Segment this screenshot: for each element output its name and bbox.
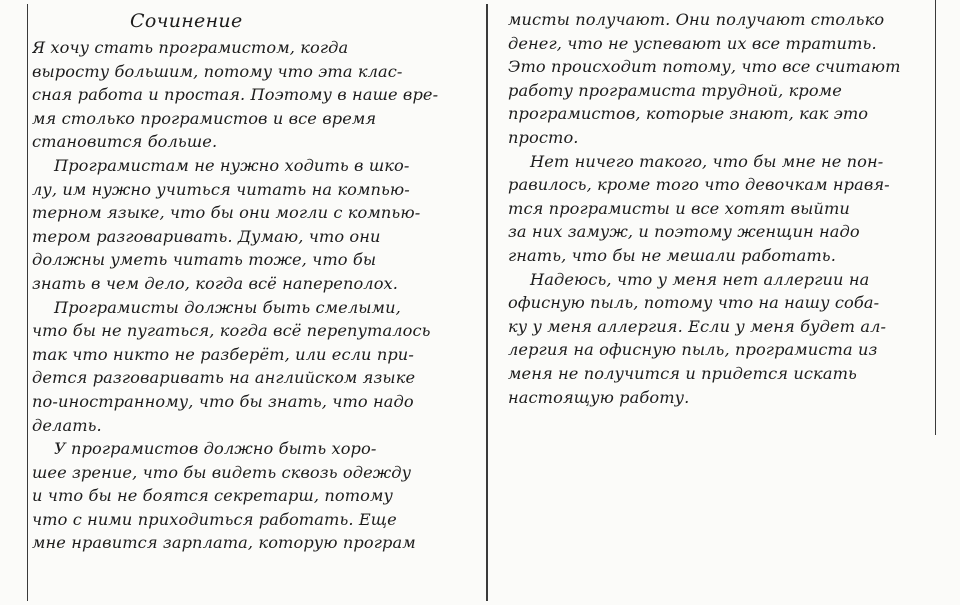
essay-line: за них замуж, и поэтому женщин надо [508,222,860,242]
essay-line: работу програмиста трудной, кроме [508,80,842,100]
essay-line: равилось, кроме того что девочкам нравя- [508,175,890,195]
essay-line: по-иностранному, что бы знать, что надо [32,391,414,411]
right-margin-rule [935,0,936,435]
essay-line: мне нравится зарплата, которую програм [32,533,416,553]
essay-line: что с ними приходиться работать. Еще [32,509,397,529]
essay-line: програмистов, которые знают, как это [508,104,869,124]
essay-line: У програмистов должно быть хоро- [54,439,377,459]
essay-line: денег, что не успевают их все тратить. [508,33,877,53]
essay-line: Надеюсь, что у меня нет аллергии на [530,269,870,289]
essay-line: гнать, что бы не мешали работать. [508,245,836,265]
essay-line: Нет ничего такого, что бы мне не пон- [530,151,884,171]
essay-line: лергия на офисную пыль, програмиста из [508,340,878,360]
essay-line: ку у меня аллергия. Если у меня будет ал- [508,316,887,336]
left-column [26,0,452,605]
essay-line: офисную пыль, потому что на нашу соба- [508,293,880,313]
essay-line: Програмистам не нужно ходить в шко- [54,155,410,175]
essay-line: и что бы не боятся секретарш, потому [32,486,394,506]
column-divider-rule [486,4,488,601]
essay-line: делать. [32,415,102,435]
essay-line: Я хочу стать програмистом, когда [32,38,349,57]
essay-line: лу, им нужно учиться читать на компью- [32,179,410,199]
essay-title: Сочинение [130,10,243,32]
right-column [502,0,934,605]
essay-line: Это происходит потому, что все считают [508,57,901,77]
essay-line: выросту большим, потому что эта клас- [32,61,403,81]
essay-line: дется разговаривать на английском языке [32,368,416,388]
essay-line: знать в чем дело, когда всё напереполох. [32,273,399,293]
essay-line: сная работа и простая. Поэтому в наше вре- [32,85,439,105]
right-column-lines [508,8,934,409]
essay-line: так что никто не разберёт, или если при- [32,344,414,364]
essay-line: мя столько програмистов и все время [32,108,377,128]
essay-line: должны уметь читать тоже, что бы [32,250,377,270]
essay-line: меня не получится и придется искать [508,363,857,383]
essay-line: Програмисты должны быть смелыми, [54,297,401,317]
essay-line: просто. [508,127,579,147]
essay-line: настоящую работу. [508,387,690,407]
essay-line: тся програмисты и все хотят выйти [508,198,850,218]
left-column-lines [32,36,452,555]
essay-line: терном языке, что бы они могли с компью- [32,203,421,223]
essay-line: шее зрение, что бы видеть сквозь одежду [32,462,412,482]
essay-line: тером разговаривать. Думаю, что они [32,226,381,246]
essay-line: мисты получают. Они получают столько [508,10,885,29]
essay-line: что бы не пугаться, когда всё перепуталось [32,321,431,341]
essay-line: становится больше. [32,132,218,152]
